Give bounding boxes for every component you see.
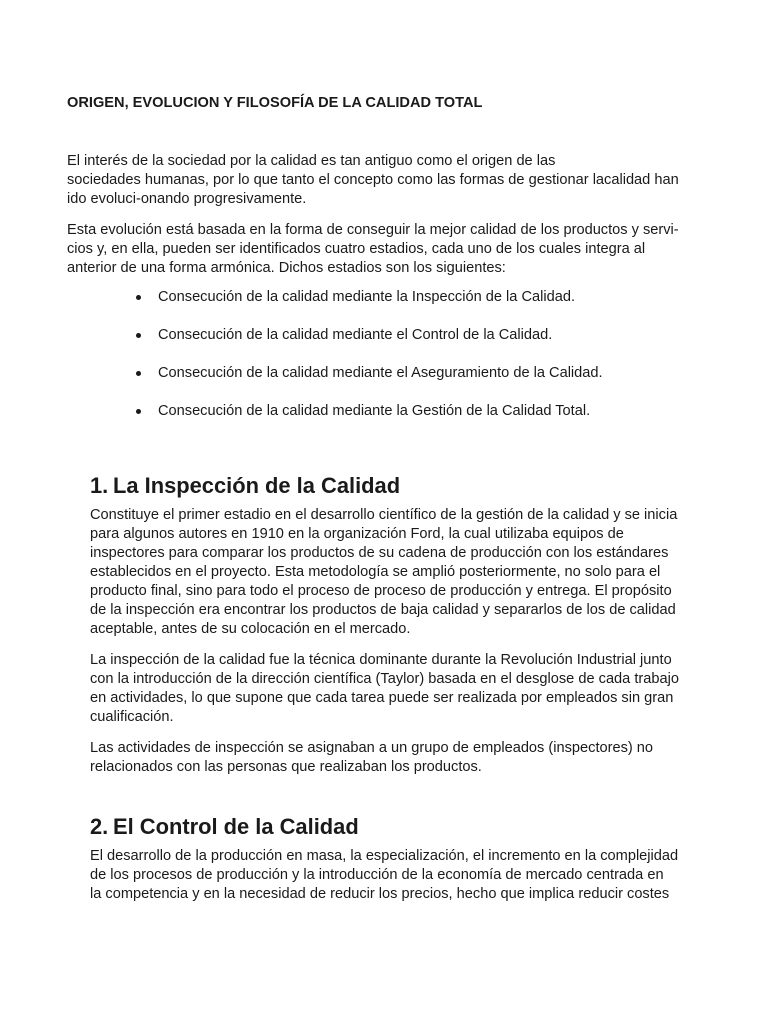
text-line: cios y, en ella, pueden ser identificados cuatro estadios, cada uno de los cuales integra al xyxy=(67,241,646,257)
text-line: con la introducción de la dirección científica (Taylor) basada en el desglose de cada trabajo xyxy=(90,671,679,687)
list-item xyxy=(136,288,603,326)
text-line: La inspección de la calidad fue la técnica dominante durante la Revolución Industrial junto xyxy=(90,652,672,668)
section-1-paragraph-2 xyxy=(90,651,679,727)
text-line: cualificación. xyxy=(90,709,174,725)
section-title: La Inspección de la Calidad xyxy=(113,473,401,498)
text-line: establecidos en el proyecto. Esta metodología se amplió posteriormente, no solo para el xyxy=(90,564,661,580)
text-line: la competencia y en la necesidad de reducir los precios, hecho que implica reducir costes xyxy=(90,886,670,902)
section-1-paragraph-3 xyxy=(90,739,653,777)
text-line: relacionados con las personas que realizaban los productos. xyxy=(90,759,482,775)
bullet-icon xyxy=(136,409,141,414)
text-line: Constituye el primer estadio en el desarrollo científico de la gestión de la calidad y se inicia xyxy=(90,507,678,523)
list-item-text: Consecución de la calidad mediante la Gestión de la Calidad Total. xyxy=(158,403,591,419)
document-title: ORIGEN, EVOLUCION Y FILOSOFÍA DE LA CALIDAD TOTAL xyxy=(67,95,483,111)
section-heading-2 xyxy=(90,814,359,839)
list-item-text: Consecución de la calidad mediante el Aseguramiento de la Calidad. xyxy=(158,365,603,381)
section-title: El Control de la Calidad xyxy=(113,814,359,839)
list-item-text: Consecución de la calidad mediante el Control de la Calidad. xyxy=(158,327,553,343)
text-line: anterior de una forma armónica. Dichos estadios son los siguientes: xyxy=(67,260,506,276)
intro-paragraph-2 xyxy=(67,221,679,278)
text-line: de la inspección era encontrar los productos de baja calidad y separarlos de los de calidad xyxy=(90,602,676,618)
stages-list xyxy=(136,288,603,440)
list-item-text: Consecución de la calidad mediante la Inspección de la Calidad. xyxy=(158,289,575,305)
intro-paragraph-1 xyxy=(67,152,679,209)
text-line: Las actividades de inspección se asignaban a un grupo de empleados (inspectores) no xyxy=(90,740,654,756)
section-number: 1. xyxy=(90,473,109,498)
section-1-paragraph-1 xyxy=(90,506,677,639)
text-line: ido evoluci-onando progresivamente. xyxy=(67,191,307,207)
section-heading-1 xyxy=(90,473,401,498)
list-item xyxy=(136,326,603,364)
text-line: de los procesos de producción y la introducción de la economía de mercado centrada en xyxy=(90,867,664,883)
text-line: El desarrollo de la producción en masa, la especialización, el incremento en la complejidad xyxy=(90,848,679,864)
text-line: El interés de la sociedad por la calidad es tan antiguo como el origen de las xyxy=(67,153,556,169)
bullet-icon xyxy=(136,371,141,376)
bullet-icon xyxy=(136,295,141,300)
bullet-icon xyxy=(136,333,141,338)
section-2-paragraph-1 xyxy=(90,847,678,904)
section-number: 2. xyxy=(90,814,109,839)
text-line: en actividades, lo que supone que cada tarea puede ser realizada por empleados sin gran xyxy=(90,690,674,706)
text-line: para algunos autores en 1910 en la organización Ford, la cual utilizaba equipos de xyxy=(90,526,624,542)
text-line: Esta evolución está basada en la forma de conseguir la mejor calidad de los productos y servi- xyxy=(67,222,679,238)
text-line: producto final, sino para todo el proceso de proceso de producción y entrega. El propósito xyxy=(90,583,672,599)
text-line: inspectores para comparar los productos de su cadena de producción con los estándares xyxy=(90,545,669,561)
list-item xyxy=(136,402,603,440)
text-line: sociedades humanas, por lo que tanto el concepto como las formas de gestionar lacalidad han xyxy=(67,172,679,188)
text-line: aceptable, antes de su colocación en el mercado. xyxy=(90,621,411,637)
list-item xyxy=(136,364,603,402)
